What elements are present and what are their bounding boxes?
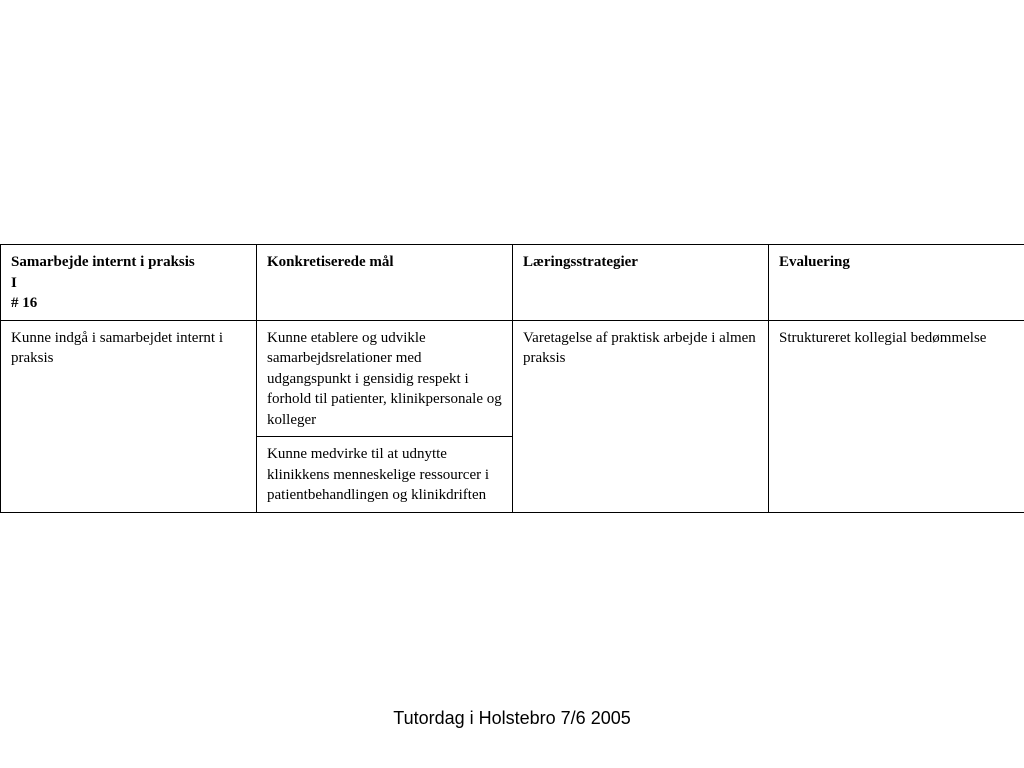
- header-area-level: I: [11, 274, 17, 291]
- table-row: [1, 320, 1024, 437]
- cell-evaluation: Struktureret kollegial bedømmelse: [769, 320, 1024, 512]
- header-learning-strategies: Læringsstrategier: [513, 245, 769, 321]
- header-area-number: # 16: [11, 295, 38, 311]
- cell-goal-1: Kunne etablere og udvikle samarbejdsrelationer med udgangspunkt i gensidig respekt i forhold til patienter, klinikpersonale og kolleger: [257, 320, 513, 437]
- slide-footer: Tutordag i Holstebro 7/6 2005: [393, 708, 631, 728]
- competence-table: [0, 244, 1024, 513]
- cell-strategy: Varetagelse af praktisk arbejde i almen praksis: [513, 320, 769, 512]
- header-area-title: Samarbejde internt i praksis: [11, 254, 195, 270]
- cell-goal-2: Kunne medvirke til at udnytte klinikkens menneskelige ressourcer i patientbehandlingen og klinikdriften: [257, 437, 513, 513]
- header-competence-area: [1, 245, 257, 321]
- cell-competence: Kunne indgå i samarbejdet internt i praksis: [1, 320, 257, 512]
- header-evaluation: Evaluering: [769, 245, 1024, 321]
- header-concrete-goals: Konkretiserede mål: [257, 245, 513, 321]
- table-header-row: [1, 245, 1024, 321]
